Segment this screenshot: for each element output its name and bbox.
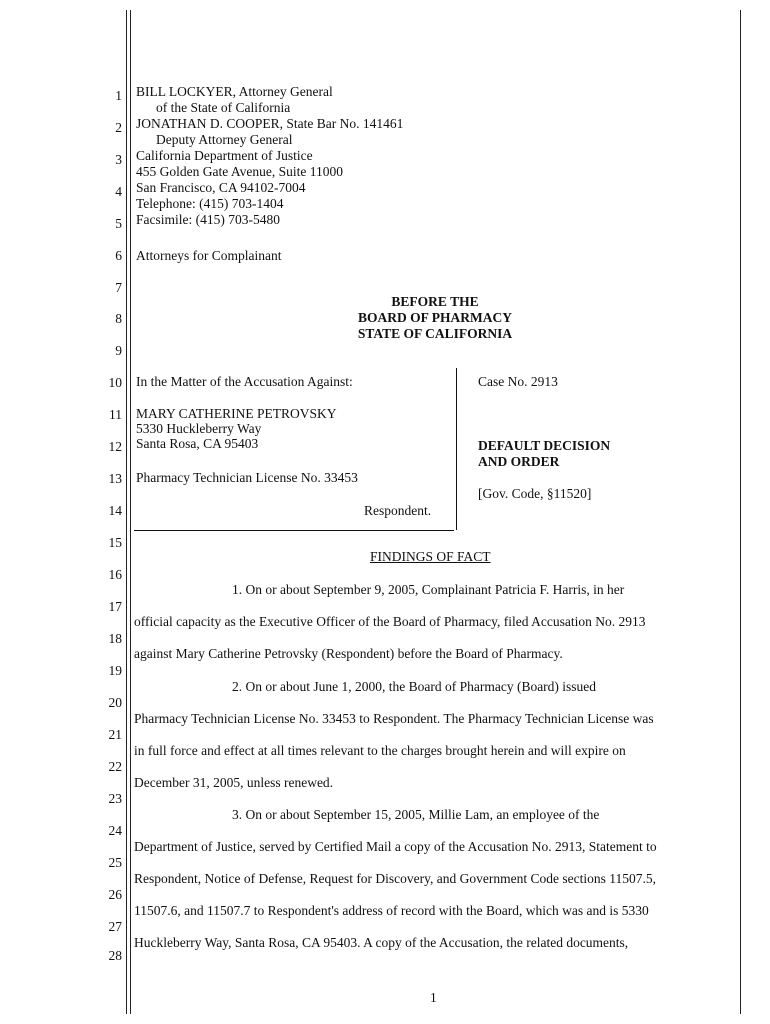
line-number: 18 [108, 631, 122, 646]
findings-title: FINDINGS OF FACT [370, 549, 491, 564]
case-number: Case No. 2913 [478, 374, 558, 389]
board-header-line: BOARD OF PHARMACY [358, 310, 512, 325]
right-margin-rule [740, 10, 741, 1014]
paragraph-line: Pharmacy Technician License No. 33453 to Respondent. The Pharmacy Technician License was [134, 711, 654, 726]
board-header-line: STATE OF CALIFORNIA [357, 326, 513, 341]
respondent-address-2: Santa Rosa, CA 95403 [136, 436, 259, 451]
line-number: 2 [115, 120, 122, 135]
line-number: 26 [108, 887, 122, 902]
respondent-label: Respondent. [364, 503, 432, 518]
line-number: 9 [115, 343, 122, 358]
caption-bottom-rule [134, 530, 454, 531]
line-number: 22 [108, 759, 122, 774]
line-number: 23 [108, 791, 122, 806]
board-header-line: BEFORE THE [391, 294, 479, 309]
line-number: 28 [108, 948, 122, 963]
license-number: Pharmacy Technician License No. 33453 [136, 470, 358, 485]
respondent-address-1: 5330 Huckleberry Way [136, 421, 262, 436]
attorney-line: JONATHAN D. COOPER, State Bar No. 141461 [136, 116, 404, 131]
line-number: 21 [108, 727, 122, 742]
caption-divider [456, 368, 457, 530]
paragraph-line: 11507.6, and 11507.7 to Respondent's address of record with the Board, which was and is 5330 [134, 903, 649, 918]
paragraph-line: official capacity as the Executive Officer of the Board of Pharmacy, filed Accusation No. 2913 [134, 614, 646, 629]
respondent-name: MARY CATHERINE PETROVSKY [136, 406, 337, 421]
document-title: DEFAULT DECISION [478, 438, 611, 453]
document-title: AND ORDER [478, 454, 560, 469]
line-number: 25 [108, 855, 122, 870]
attorney-line: Deputy Attorney General [156, 132, 293, 147]
paragraph-line: Department of Justice, served by Certified Mail a copy of the Accusation No. 2913, Statement to [134, 839, 657, 854]
line-number: 5 [115, 216, 122, 231]
line-number: 6 [115, 248, 122, 263]
line-number: 13 [108, 471, 122, 486]
attorneys-for: Attorneys for Complainant [136, 248, 282, 263]
attorney-line: 455 Golden Gate Avenue, Suite 11000 [136, 164, 343, 179]
line-number: 14 [108, 503, 122, 518]
line-number: 8 [115, 311, 122, 326]
line-number: 20 [108, 695, 122, 710]
paragraph-line: 2. On or about June 1, 2000, the Board of Pharmacy (Board) issued [232, 679, 597, 694]
line-number: 19 [108, 663, 122, 678]
attorney-line: BILL LOCKYER, Attorney General [136, 84, 333, 99]
attorney-line: of the State of California [156, 100, 291, 115]
line-number: 11 [109, 407, 122, 422]
paragraph-line: 1. On or about September 9, 2005, Complainant Patricia F. Harris, in her [232, 582, 625, 597]
left-margin-rule [126, 10, 127, 1014]
matter-label: In the Matter of the Accusation Against: [136, 374, 353, 389]
paragraph-line: in full force and effect at all times relevant to the charges brought herein and will expire on [134, 743, 626, 758]
paragraph-line: Huckleberry Way, Santa Rosa, CA 95403. A copy of the Accusation, the related documents, [134, 935, 629, 950]
attorney-line: California Department of Justice [136, 148, 313, 163]
attorney-line: Telephone: (415) 703-1404 [136, 196, 284, 211]
paragraph-line: against Mary Catherine Petrovsky (Respondent) before the Board of Pharmacy. [134, 646, 563, 661]
line-number: 27 [108, 919, 122, 934]
line-number: 7 [115, 280, 122, 295]
line-number: 17 [108, 599, 122, 614]
line-number: 16 [108, 567, 122, 582]
line-number: 24 [108, 823, 122, 838]
line-number: 12 [108, 439, 122, 454]
attorney-line: San Francisco, CA 94102-7004 [136, 180, 306, 195]
page-number: 1 [430, 990, 437, 1005]
paragraph-line: Respondent, Notice of Defense, Request for Discovery, and Government Code sections 11507.5, [134, 871, 656, 886]
paragraph-line: December 31, 2005, unless renewed. [134, 775, 334, 790]
gov-code-citation: [Gov. Code, §11520] [478, 486, 592, 501]
line-number: 15 [108, 535, 122, 550]
line-number: 4 [115, 184, 122, 199]
attorney-line: Facsimile: (415) 703-5480 [136, 212, 280, 227]
line-number: 1 [115, 88, 122, 103]
paragraph-line: 3. On or about September 15, 2005, Millie Lam, an employee of the [232, 807, 600, 822]
line-number: 10 [108, 375, 122, 390]
left-margin-rule-inner [130, 10, 131, 1014]
line-number: 3 [115, 152, 122, 167]
